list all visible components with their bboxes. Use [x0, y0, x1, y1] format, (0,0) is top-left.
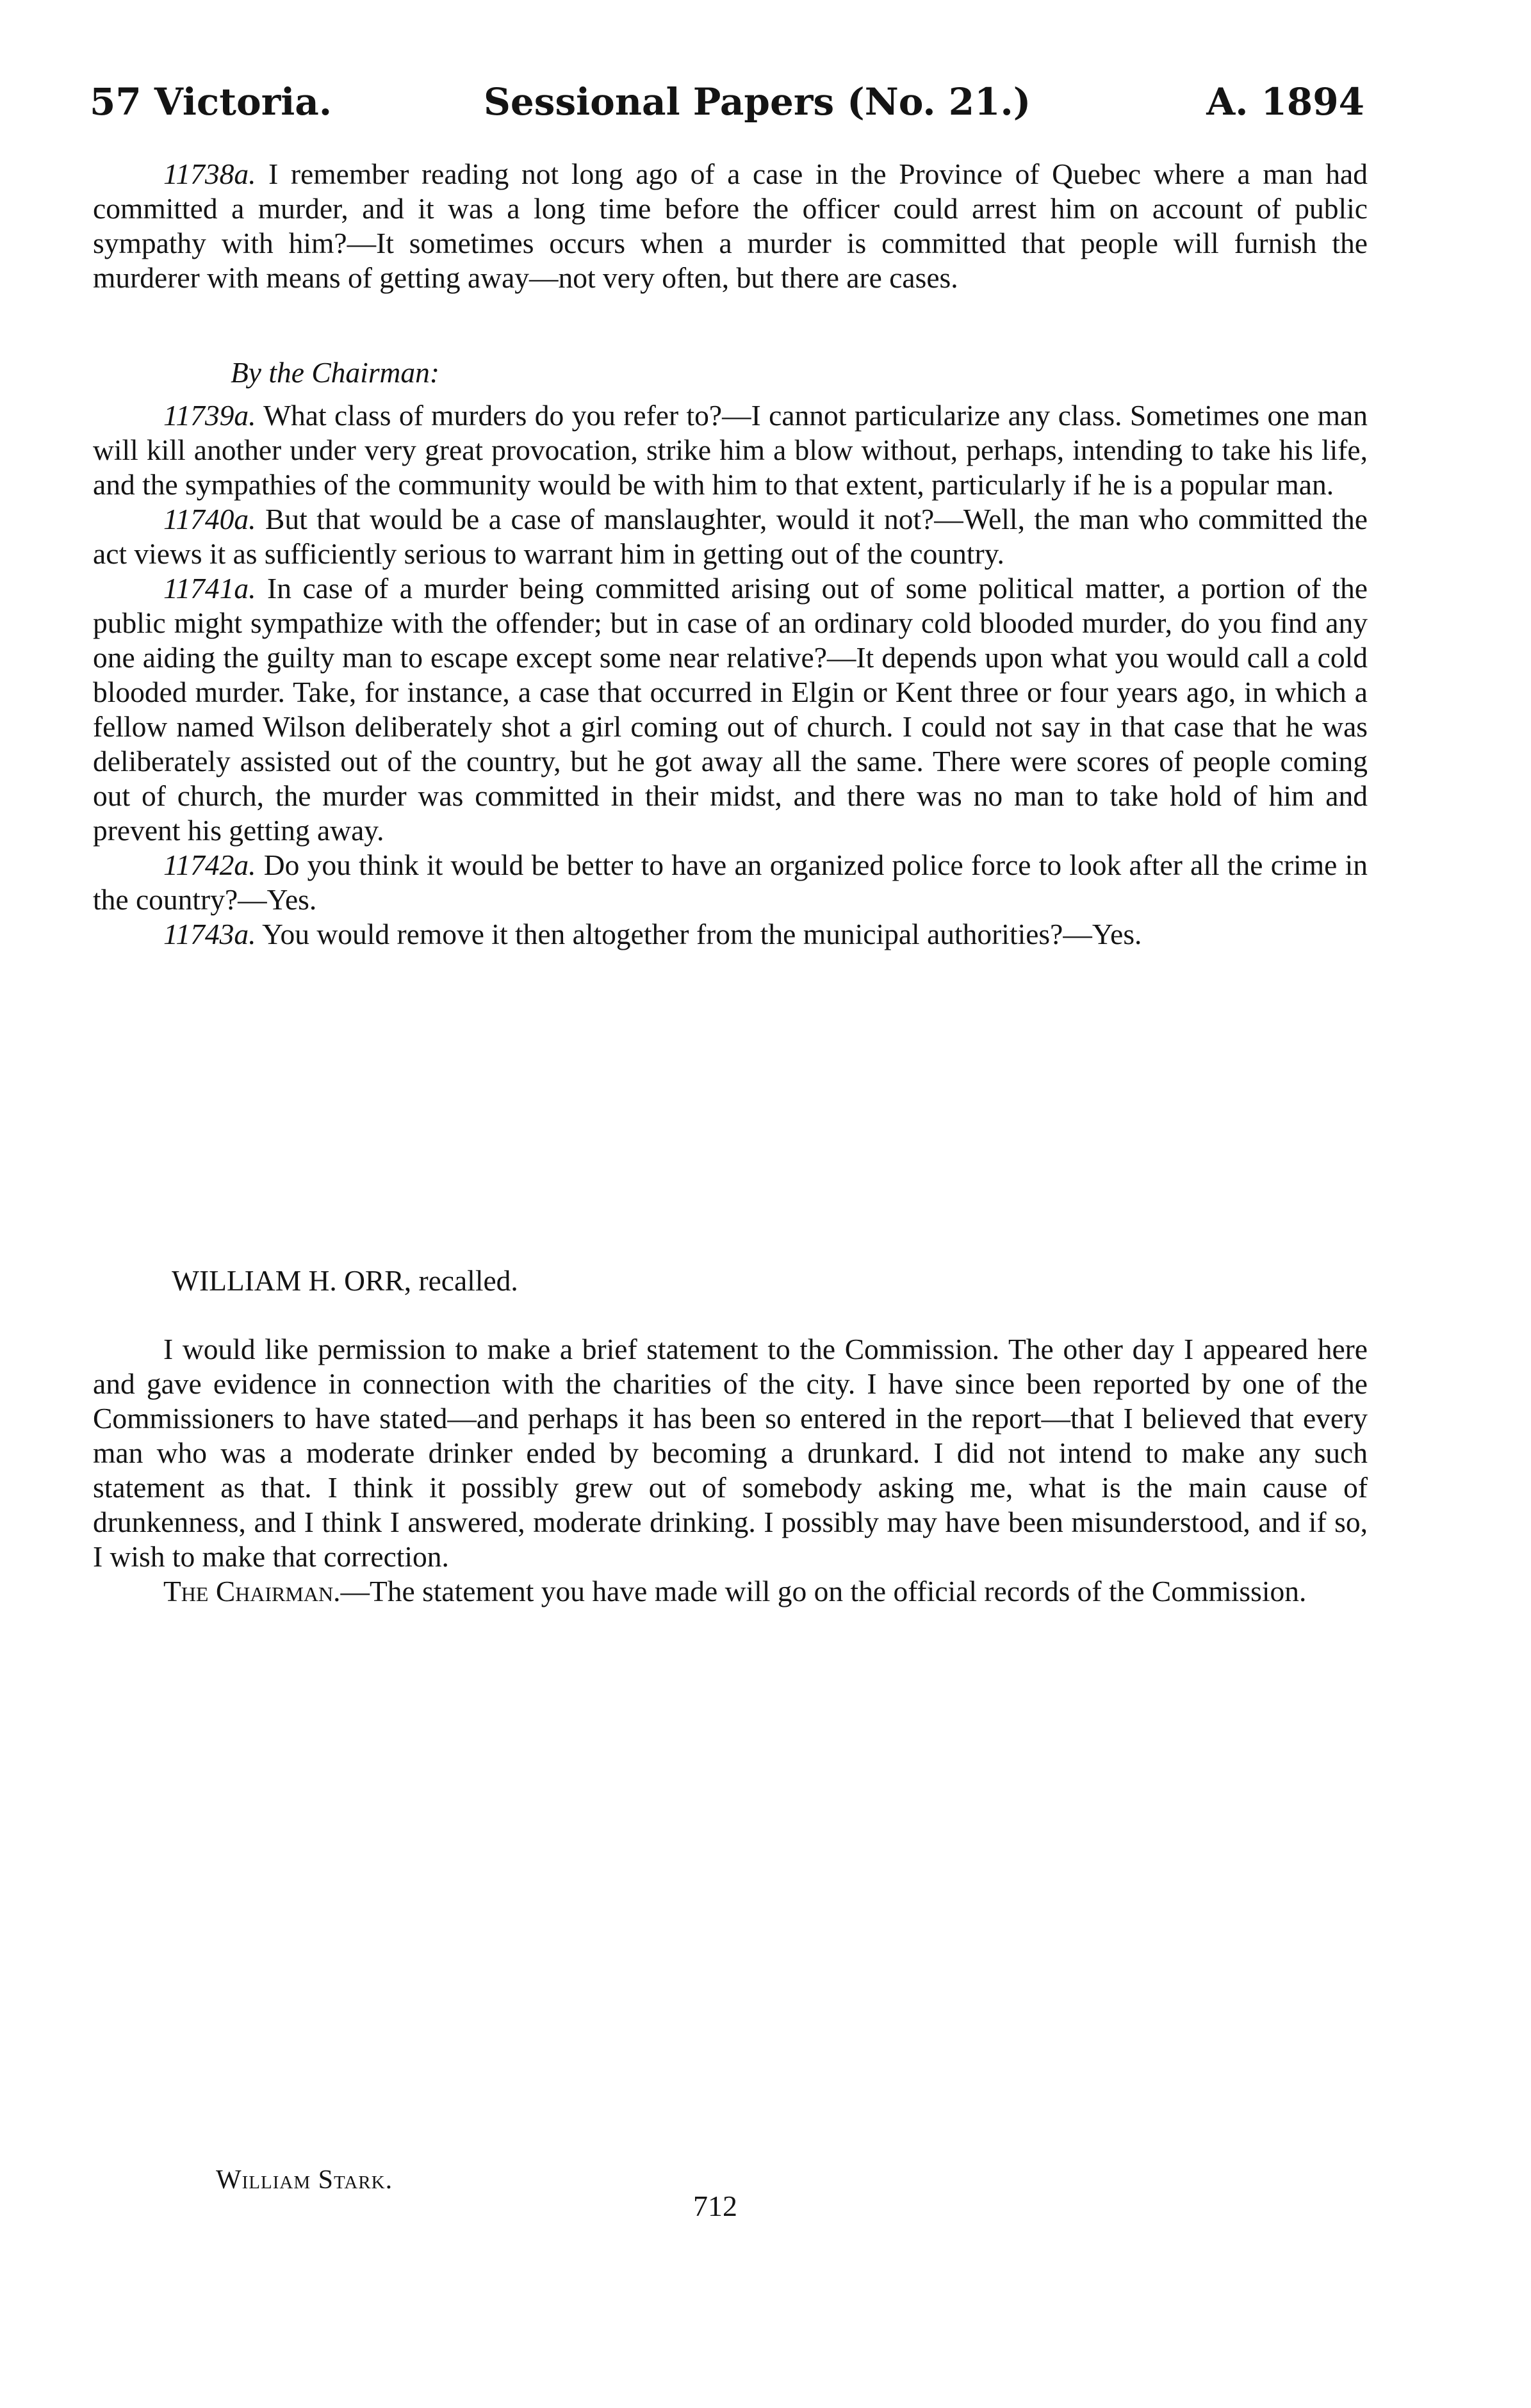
question-text: But that would be a case of manslaughter, would it not?—Well, the man who committed the act views it as sufficiently serious to warrant him in getting out of the country. [93, 503, 1368, 570]
question-11738 [93, 157, 1368, 295]
question-number: 11740a. [163, 503, 256, 535]
question-number: 11742a. [163, 849, 256, 881]
question-number: 11741a. [163, 572, 256, 605]
question-number: 11739a. [163, 399, 256, 432]
question-text: You would remove it then altogether from the municipal authorities?—Yes. [256, 918, 1142, 950]
question-text: I remember reading not long ago of a case in the Province of Quebec where a man had committed a murder, and it was a long time before the officer could arrest him on account of public sympathy with him?—It sometimes occurs when a murder is committed that people will furnish the murderer with means of getting away—not very often, but there are cases. [93, 158, 1368, 294]
page-header [90, 80, 1364, 138]
remark-text: —The statement you have made will go on the official records of the Commission. [340, 1575, 1307, 1607]
header-session: 57 Victoria. [90, 80, 332, 124]
chairman-remark [93, 1574, 1368, 1609]
question-11739 [93, 398, 1368, 502]
header-publication: Sessional Papers (No. 21.) [484, 80, 1031, 124]
testimony-block-1 [93, 157, 1368, 295]
question-text: What class of murders do you refer to?—I cannot particularize any class. Sometimes one man will kill another under very great provocation, strike him a blow without, perhaps, intending to take his life, and the sympathies of the community would be with him to that extent, particularly if he is a popular man. [93, 399, 1368, 501]
header-year: A. 1894 [1206, 80, 1364, 124]
question-11742 [93, 848, 1368, 917]
question-11743 [93, 917, 1368, 952]
question-number: 11738a. [163, 158, 256, 190]
examiner-byline: By the Chairman: [231, 356, 440, 389]
testimony-block-2 [93, 398, 1368, 952]
question-text: In case of a murder being committed arising out of some political matter, a portion of the public might sympathize with the offender; but in case of an ordinary cold blooded murder, do you find any one aiding the guilty man to escape except some near relative?—It depends upon what you would call a cold blooded murder. Take, for instance, a case that occurred in Elgin or Kent three or four years ago, in which a fellow named Wilson deliberately shot a girl coming out of church. I could not say in that case that he was deliberately assisted out of the country, but he got away all the same. There were scores of people coming out of church, the murder was committed in their midst, and there was no man to take hold of him and prevent his getting away. [93, 572, 1368, 847]
question-number: 11743a. [163, 918, 256, 950]
witness-statement: I would like permission to make a brief statement to the Commission. The other day I appeared here and gave evidence in connection with the charities of the city. I have since been reported by one of the Commissioners to have stated—and perhaps it has been so entered in the report—that I believed that every man who was a moderate drinker ended by becoming a drunkard. I did not intend to make any such statement as that. I think it possibly grew out of somebody asking me, what is the main cause of drunkenness, and I think I answered, moderate drinking. I possibly may have been misunderstood, and if so, I wish to make that correction. [93, 1333, 1368, 1573]
footer-signature: William Stark. [216, 2165, 393, 2195]
statement-block [93, 1332, 1368, 1609]
speaker-name: The Chairman. [163, 1575, 341, 1607]
page-number: 712 [693, 2190, 737, 2222]
witness-heading: WILLIAM H. ORR, recalled. [172, 1264, 518, 1297]
question-11740 [93, 502, 1368, 571]
question-text: Do you think it would be better to have an organized police force to look after all the crime in the country?—Yes. [93, 849, 1368, 916]
question-11741 [93, 571, 1368, 848]
